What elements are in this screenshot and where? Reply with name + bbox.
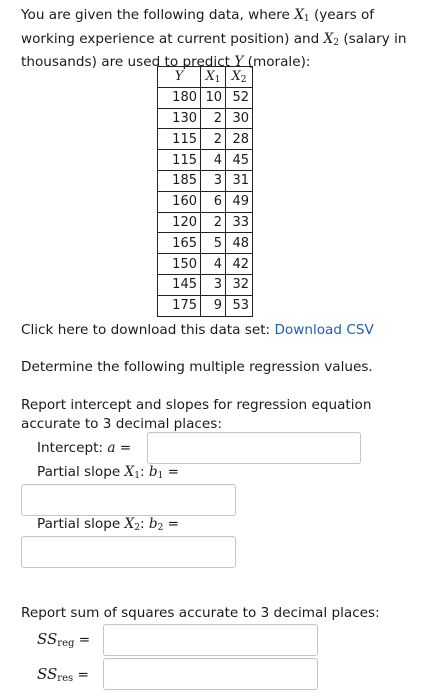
slope1-label: Partial slope $X_1$: $b_1$ = [37, 464, 180, 481]
cell-y: 165 [158, 233, 201, 254]
table-row [158, 150, 253, 171]
report-ss-text: Report sum of squares accurate to 3 decimal places: [21, 605, 380, 621]
cell-x2: 45 [226, 150, 253, 171]
cell-x1: 3 [201, 274, 226, 295]
slope2-input[interactable] [21, 536, 236, 568]
cell-y: 120 [158, 212, 201, 233]
cell-x1: 2 [201, 129, 226, 150]
problem-intro [21, 6, 413, 73]
cell-x2: 48 [226, 233, 253, 254]
ss-res-label: $SS_{res}$ = [37, 665, 89, 684]
ss-reg-label: $SS_{reg}$ = [37, 630, 91, 649]
table-header-row [158, 67, 253, 88]
report-slopes-text: Report intercept and slopes for regression equation accurate to 3 decimal places: [21, 397, 372, 432]
var-y: Y [234, 54, 244, 70]
header-x1: $X_1$ [201, 67, 226, 88]
cell-y: 130 [158, 108, 201, 129]
table-row [158, 233, 253, 254]
cell-y: 150 [158, 254, 201, 275]
instruction-text: Determine the following multiple regression values. [21, 359, 373, 375]
cell-x2: 31 [226, 170, 253, 191]
cell-x1: 4 [201, 150, 226, 171]
download-line [21, 322, 374, 338]
table-row [158, 254, 253, 275]
cell-y: 160 [158, 191, 201, 212]
cell-x2: 49 [226, 191, 253, 212]
intercept-input[interactable] [147, 432, 361, 464]
ss-res-input[interactable] [103, 658, 318, 690]
download-csv-link[interactable]: Download CSV [274, 322, 374, 338]
table-row [158, 212, 253, 233]
cell-y: 115 [158, 150, 201, 171]
ss-reg-input[interactable] [103, 624, 318, 656]
table-row [158, 87, 253, 108]
cell-x1: 3 [201, 170, 226, 191]
cell-x2: 33 [226, 212, 253, 233]
download-text: Click here to download this data set: [21, 322, 275, 338]
cell-x1: 6 [201, 191, 226, 212]
cell-x2: 52 [226, 87, 253, 108]
intro-text-3: (salary in thousands) are used to predict [21, 30, 407, 70]
slope1-input[interactable] [21, 484, 236, 516]
cell-x1: 10 [201, 87, 226, 108]
data-table [157, 66, 253, 317]
cell-x2: 30 [226, 108, 253, 129]
table-row [158, 108, 253, 129]
cell-y: 115 [158, 129, 201, 150]
var-x2: $X_2$ [323, 30, 340, 48]
cell-x1: 5 [201, 233, 226, 254]
intro-text-2: (years of working experience at current position) and [21, 7, 375, 47]
cell-x1: 4 [201, 254, 226, 275]
header-x2: $X_2$ [226, 67, 253, 88]
slope2-label: Partial slope $X_2$: $b_2$ = [37, 516, 180, 533]
cell-y: 185 [158, 170, 201, 191]
cell-y: 175 [158, 295, 201, 316]
cell-x2: 32 [226, 274, 253, 295]
table-row [158, 170, 253, 191]
table-row [158, 295, 253, 316]
intro-text-4: (morale): [243, 54, 311, 70]
var-x1: $X_1$ [294, 7, 310, 24]
cell-x2: 53 [226, 295, 253, 316]
cell-x2: 42 [226, 254, 253, 275]
table-row [158, 274, 253, 295]
cell-x2: 28 [226, 129, 253, 150]
table-row [158, 129, 253, 150]
cell-x1: 2 [201, 108, 226, 129]
intro-text-1: You are given the following data, where [21, 7, 295, 23]
header-y: Y [158, 67, 201, 88]
table-row [158, 191, 253, 212]
cell-y: 180 [158, 87, 201, 108]
cell-x1: 9 [201, 295, 226, 316]
cell-y: 145 [158, 274, 201, 295]
intercept-label: Intercept: a = [37, 440, 132, 456]
cell-x1: 2 [201, 212, 226, 233]
